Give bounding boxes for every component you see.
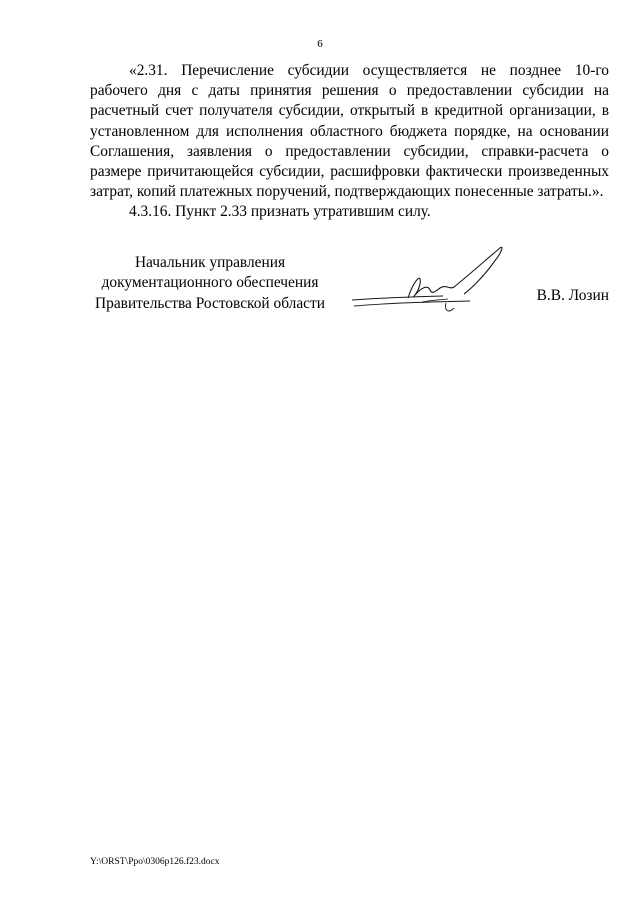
page-number: 6 [317,38,323,50]
position-line-2: документационного обеспечения [101,274,319,292]
signatory-position [90,253,330,314]
paragraph-4-3-16: 4.3.16. Пункт 2.33 признать утратившим силу. [129,203,431,221]
handwritten-signature [348,240,508,320]
paragraph-2-31: «2.31. Перечисление субсидии осуществляется не позднее 10-го рабочего дня с даты принятия решения о предоставлении субсидии на расчетный счет получателя субсидии, открытый в кредитной организации, в установленном для исполнения областного бюджета порядке, на основании Соглашения, заявления о предоставлении субсидии, справки-расчета о размере причитающейся субсидии, расшифровки фактически произведенных затрат, копий платежных поручений, подтверждающих понесенные затраты.». [90,62,609,201]
document-body [90,61,609,223]
position-line-3: Правительства Ростовской области [95,294,325,312]
footer-file-path: Y:\ORST\Ppo\0306p126.f23.docx [90,857,220,867]
signer-name: В.В. Лозин [536,287,609,304]
position-line-1: Начальник управления [134,254,286,271]
